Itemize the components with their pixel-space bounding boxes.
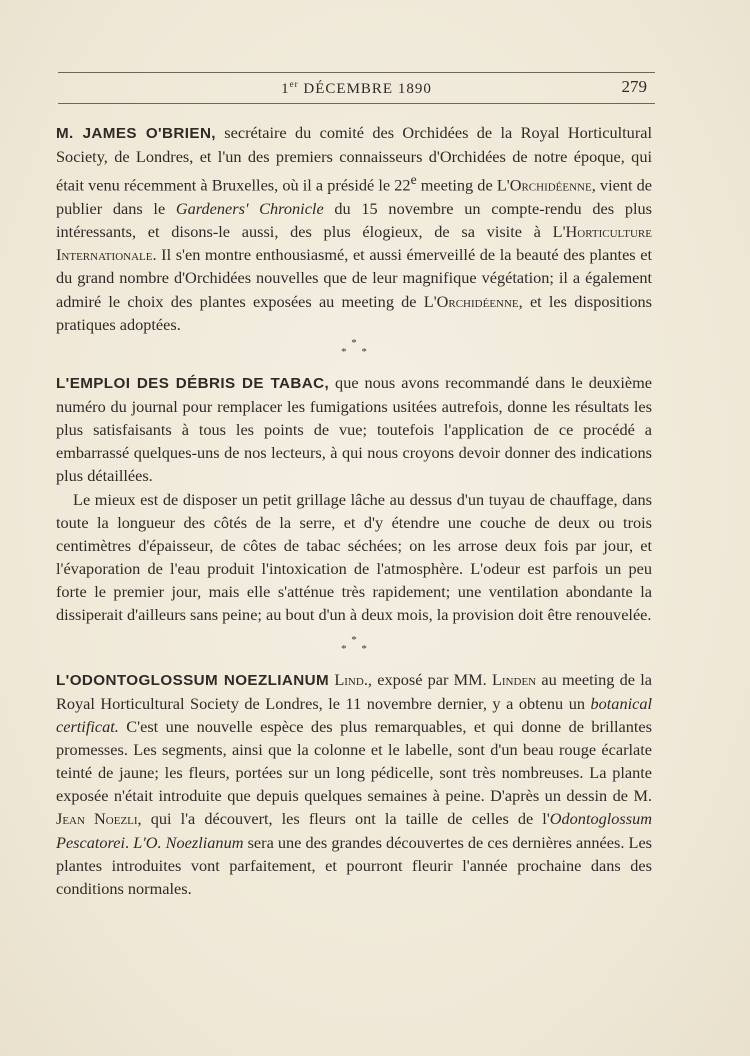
paragraph-odontoglossum [56,668,652,901]
text: sera une des grandes découvertes de ces dernières années. Les plantes introduites vont parfaitement, et pourront fleurir l'année prochaine dans des conditions normales. [56,832,653,898]
text: , qui l'a découvert, les fleurs ont la taille de celles de l' [137,809,550,829]
italic-text: botanical certificat. [56,693,652,736]
text: C'est une nouvelle espèce des plus remarquables, et qui donne de brillantes promesses. Les segments, ainsi que la colonne et le labelle, sont d'un beau rouge écarlate teinté de jaune; les fleurs, portées sur un long pédicelle, sont très nombreuses. La plante exposée n'était introduite que depuis quelques semaines à peine. D'après un dessin de M. [56,716,652,806]
date-day: 1 [281,81,290,97]
text: au meeting de la Royal Horticultural Society de Londres, le 11 novembre dernier, y a obtenu un [56,669,652,713]
asterism-divider [56,633,652,668]
paragraph-obrien [56,121,652,336]
paragraph-tabac-2: Le mieux est de disposer un petit grillage lâche au dessus d'un tuyau de chauffage, dans toute la longueur des côtés de la serre, et d'y étendre une couche de deux ou trois centimètres d'épaisseur, de côtes de tabac séchées; on les arrose deux fois par jour, et l'évaporation de l'eau produit l'intoxication de l'atmosphère. L'odeur est parfois un peu forte le premier jour, mais elle s'atténue très rapidement; une ventilation abondante la dissiperait d'ailleurs sans peine; au bout d'un à deux mois, la provision doit être renouvelée. [56,489,652,625]
smallcaps-text: L'Horticulture Internationale [56,222,652,265]
asterism-top: * [351,633,357,646]
header-rule-bottom [58,103,655,104]
asterism-bottom: * * [341,345,373,358]
italic-text: Odontoglossum Pescatorei [56,809,652,852]
text: meeting de [416,175,497,195]
text: que nous avons recommandé dans le deuxième numéro du journal pour remplacer les fumigations usitées autrefois, donne les résultats les plus satisfaisants à tous les points de vue; toutefois l'application de ce procédé a embarrassé quelques-uns de nos lecteurs, à qui nous croyons devoir donner des indications plus détaillées. [56,372,652,486]
date-day-suffix: er [289,79,299,89]
asterism-divider [56,336,652,371]
smallcaps-text: L'Orchidéenne [496,175,592,195]
smallcaps-text: Jean Noezli [56,809,138,829]
paragraph-tabac [56,371,652,488]
header-rule-top [58,72,655,73]
italic-text: L'O. Noezlianum [133,832,244,852]
asterism-top: * [351,336,357,349]
article-body [56,121,652,900]
smallcaps-text: Lind. [334,669,368,689]
page-number: 279 [621,77,647,96]
lead-tabac: L'EMPLOI DES DÉBRIS DE TABAC, [56,374,330,392]
lead-obrien: M. JAMES O'BRIEN, [56,125,216,142]
text: , exposé par MM. [367,669,492,689]
running-header [58,77,655,101]
text: , et les dispositions pratiques adoptées. [56,291,652,334]
ordinal-suffix: e [410,172,417,188]
header-date [58,79,655,98]
smallcaps-text: L'Orchidéenne [423,291,519,311]
italic-text: Gardeners' Chronicle [175,198,324,218]
smallcaps-text: Linden [491,669,537,689]
asterism-bottom: * * [341,642,373,655]
text: . Il s'en montre enthousiasmé, et aussi émerveillé de la beauté des plantes et du grand nombre d'Orchidées nouvelles que de leur magnifique végétation; il a également admiré le choix des plantes exposées au meeting de [56,245,652,311]
text: , vient de publier dans le [56,175,652,218]
date-month-year: DÉCEMBRE 1890 [298,81,432,97]
text: secrétaire du comité des Orchidées de la Royal Horticultural Society, de Londres, et l'un des premiers connaisseurs d'Orchidées de notre époque, qui était venu récemment à Bruxelles, où il a présidé le 22 [56,123,652,195]
text: du 15 novembre un compte-rendu des plus intéressants, et disons-le aussi, des plus élogieux, de sa visite à [56,198,652,242]
lead-odontoglossum: L'ODONTOGLOSSUM NOEZLIANUM [56,671,330,689]
text: . [125,832,134,852]
